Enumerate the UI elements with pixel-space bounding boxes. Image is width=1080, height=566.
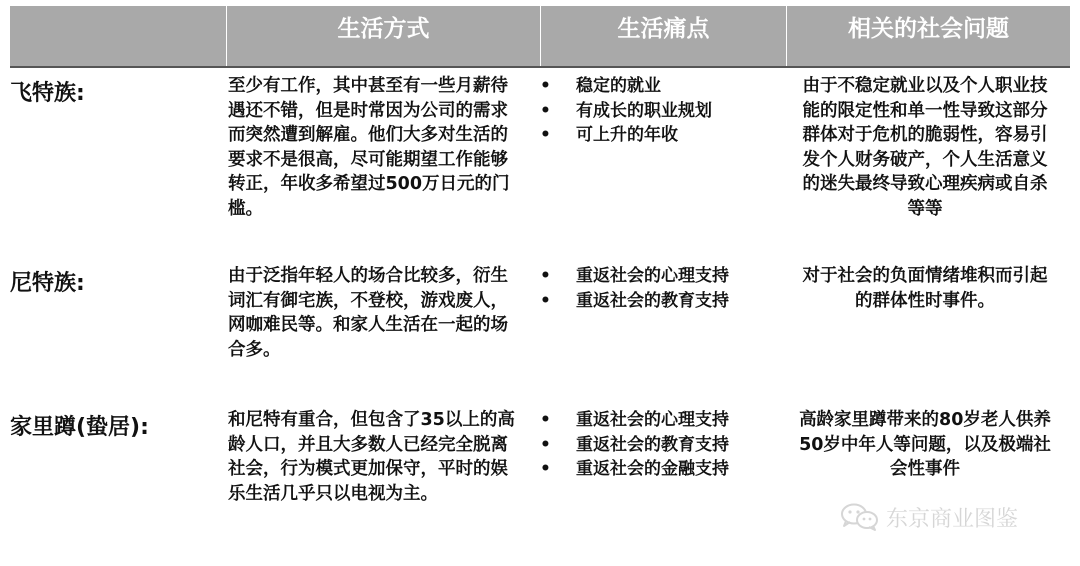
bullet-icon: •: [540, 125, 551, 145]
row-label-hikikomori: 家里蹲(蛰居):: [10, 415, 149, 440]
bullet-icon: •: [540, 76, 551, 96]
bullet-icon: •: [540, 410, 551, 430]
header-pain-points: 生活痛点: [540, 6, 786, 66]
bullet-icon: •: [540, 100, 551, 121]
pain-points-hikikomori: [540, 408, 790, 482]
lifestyle-freeter: 至少有工作，其中甚至有一些月薪待遇还不错，但是时常因为公司的需求而突然遭到解雇。他们大多对生活的要求不是很高，尽可能期望工作能够转正，年收多希望过500万日元的门槛。: [228, 76, 510, 219]
bullet-icon: •: [540, 266, 551, 286]
pain-points-neet: [540, 264, 790, 313]
bullet-icon: •: [540, 290, 551, 311]
list-item: • 重返社会的教育支持: [540, 289, 790, 314]
list-item: • 重返社会的心理支持: [540, 408, 790, 433]
social-issue-neet: 对于社会的负面情绪堆积而引起的群体性时事件。: [802, 266, 1048, 311]
header-cell-empty: [10, 6, 226, 66]
list-item: • 重返社会的金融支持: [540, 457, 790, 482]
watermark-text: 东京商业图鉴: [886, 506, 1019, 532]
social-issue-hikikomori: 高龄家里蹲带来的80岁老人供养50岁中年人等问题，以及极端社会性事件: [799, 410, 1051, 479]
row-label-freeter: 飞特族:: [10, 81, 85, 106]
list-item: • 稳定的就业: [540, 74, 790, 99]
social-issue-freeter: 由于不稳定就业以及个人职业技能的限定性和单一性导致这部分群体对于危机的脆弱性，容易引发个人财务破产，个人生活意义的迷失最终导致心理疾病或自杀等等: [802, 76, 1048, 219]
list-item: • 重返社会的教育支持: [540, 433, 790, 458]
wechat-icon: [838, 502, 880, 532]
row-label-neet: 尼特族:: [10, 271, 85, 296]
lifestyle-neet: 由于泛指年轻人的场合比较多，衍生词汇有御宅族，不登校，游戏废人，网咖难民等。和家人生活在一起的场合多。: [228, 266, 508, 360]
bullet-icon: •: [540, 459, 551, 479]
watermark: [838, 502, 1018, 532]
header-social-issues: 相关的社会问题: [786, 6, 1070, 66]
pain-points-freeter: [540, 74, 790, 148]
header-lifestyle: 生活方式: [226, 6, 540, 66]
lifestyle-hikikomori: 和尼特有重合，但包含了35以上的高龄人口，并且大多数人已经完全脱离社会，行为模式更加保守，平时的娱乐生活几乎只以电视为主。: [228, 410, 515, 504]
bullet-icon: •: [540, 434, 551, 455]
table-header: [10, 6, 1070, 68]
list-item: • 可上升的年收: [540, 123, 790, 148]
list-item: • 有成长的职业规划: [540, 99, 790, 124]
list-item: • 重返社会的心理支持: [540, 264, 790, 289]
